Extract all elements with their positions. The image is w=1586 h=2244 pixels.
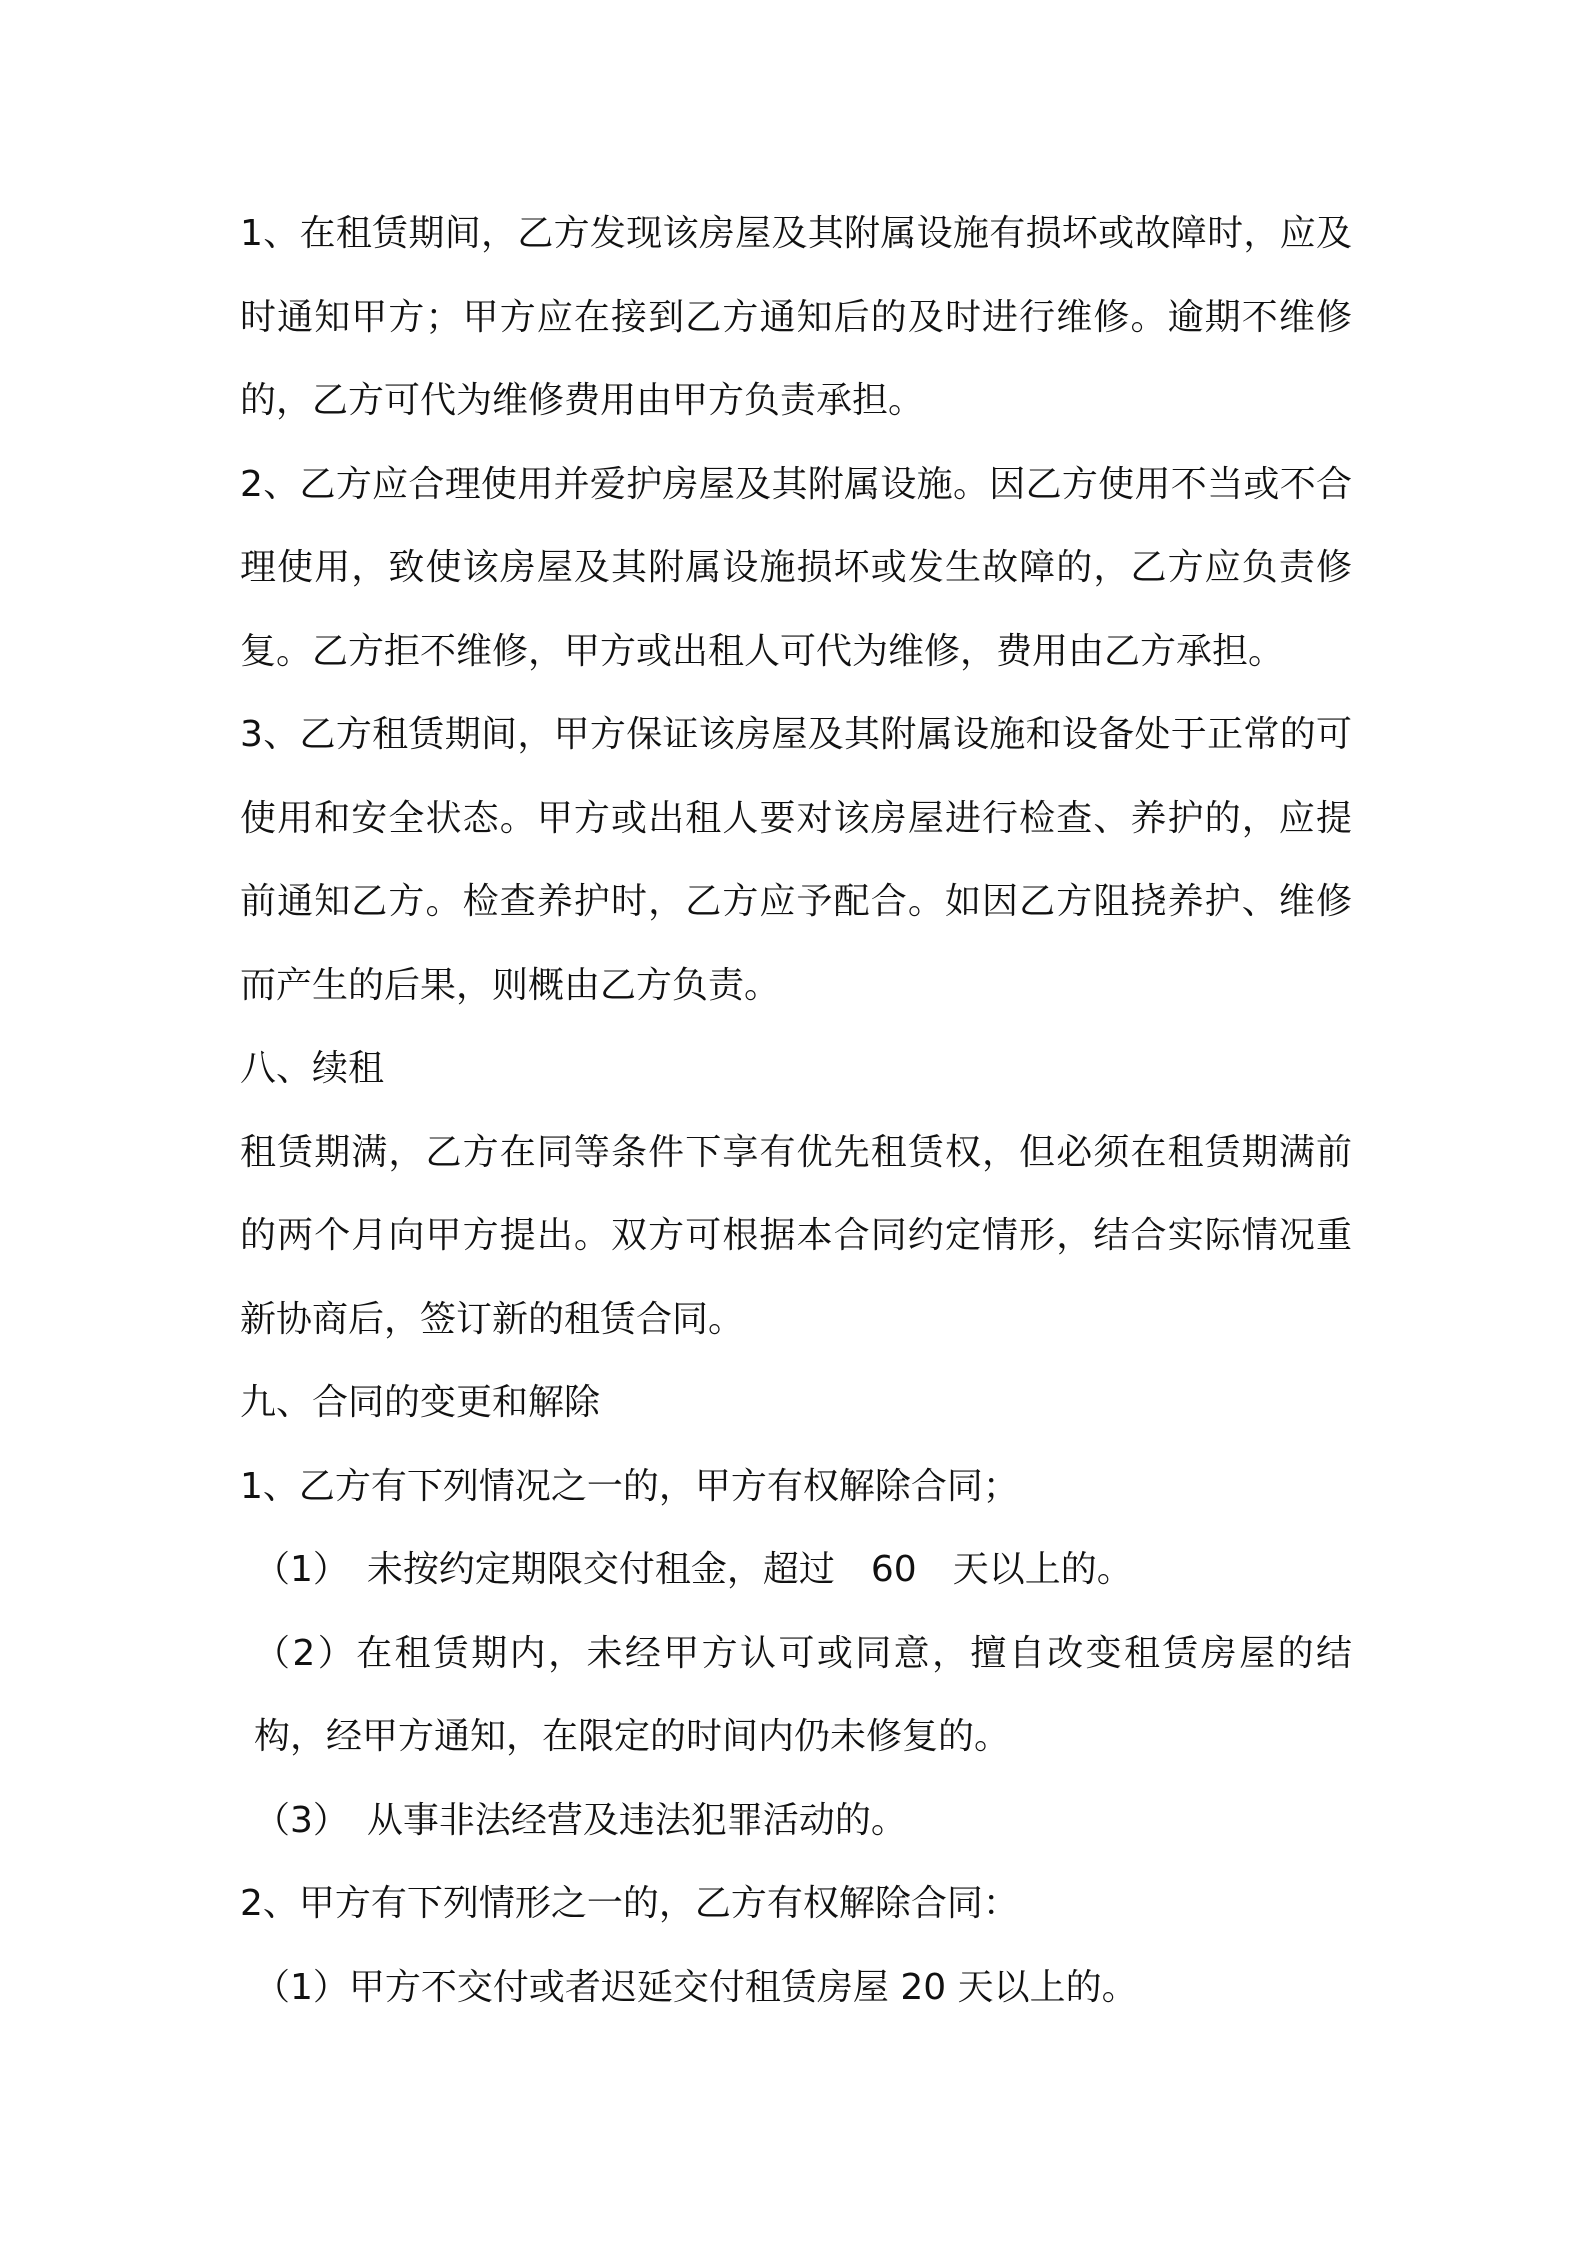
sub-clause-structure-change: （2）在租赁期内，未经甲方认可或同意，擅自改变租赁房屋的结构，经甲方通知，在限定的时间内仍未修复的。 bbox=[254, 1632, 1352, 1757]
clause-maintenance-inspection: 3、乙方租赁期间，甲方保证该房屋及其附属设施和设备处于正常的可使用和安全状态。甲方或出租人要对该房屋进行检查、养护的，应提前通知乙方。检查养护时，乙方应予配合。如因乙方阻挠养护、维修而产生的后果，则概由乙方负责。 bbox=[240, 714, 1352, 1006]
sub-clause-rent-overdue: （1） 未按约定期限交付租金，超过 60 天以上的。 bbox=[254, 1549, 1133, 1590]
document-body bbox=[240, 192, 1352, 2029]
clause-landlord-termination-rights: 1、乙方有下列情况之一的，甲方有权解除合同； bbox=[240, 1465, 1019, 1507]
section-heading-renewal: 八、续租 bbox=[240, 1048, 385, 1089]
sub-clause-illegal-activity: （3） 从事非法经营及违法犯罪活动的。 bbox=[254, 1799, 907, 1841]
sub-clause-delayed-delivery: （1）甲方不交付或者迟延交付租赁房屋 20 天以上的。 bbox=[254, 1966, 1138, 2008]
clause-proper-use: 2、乙方应合理使用并爱护房屋及其附属设施。因乙方使用不当或不合理使用，致使该房屋及其附属设施损坏或发生故障的，乙方应负责修复。乙方拒不维修，甲方或出租人可代为维修，费用由乙方承担。 bbox=[240, 463, 1352, 672]
section-heading-termination: 九、合同的变更和解除 bbox=[240, 1382, 601, 1423]
clause-tenant-termination-rights: 2、甲方有下列情形之一的，乙方有权解除合同： bbox=[240, 1883, 1019, 1924]
clause-repair-notice: 1、在租赁期间，乙方发现该房屋及其附属设施有损坏或故障时，应及时通知甲方；甲方应在接到乙方通知后的及时进行维修。逾期不维修的，乙方可代为维修费用由甲方负责承担。 bbox=[240, 213, 1352, 421]
clause-renewal: 租赁期满，乙方在同等条件下享有优先租赁权，但必须在租赁期满前的两个月向甲方提出。双方可根据本合同约定情形，结合实际情况重新协商后，签订新的租赁合同。 bbox=[240, 1131, 1352, 1340]
